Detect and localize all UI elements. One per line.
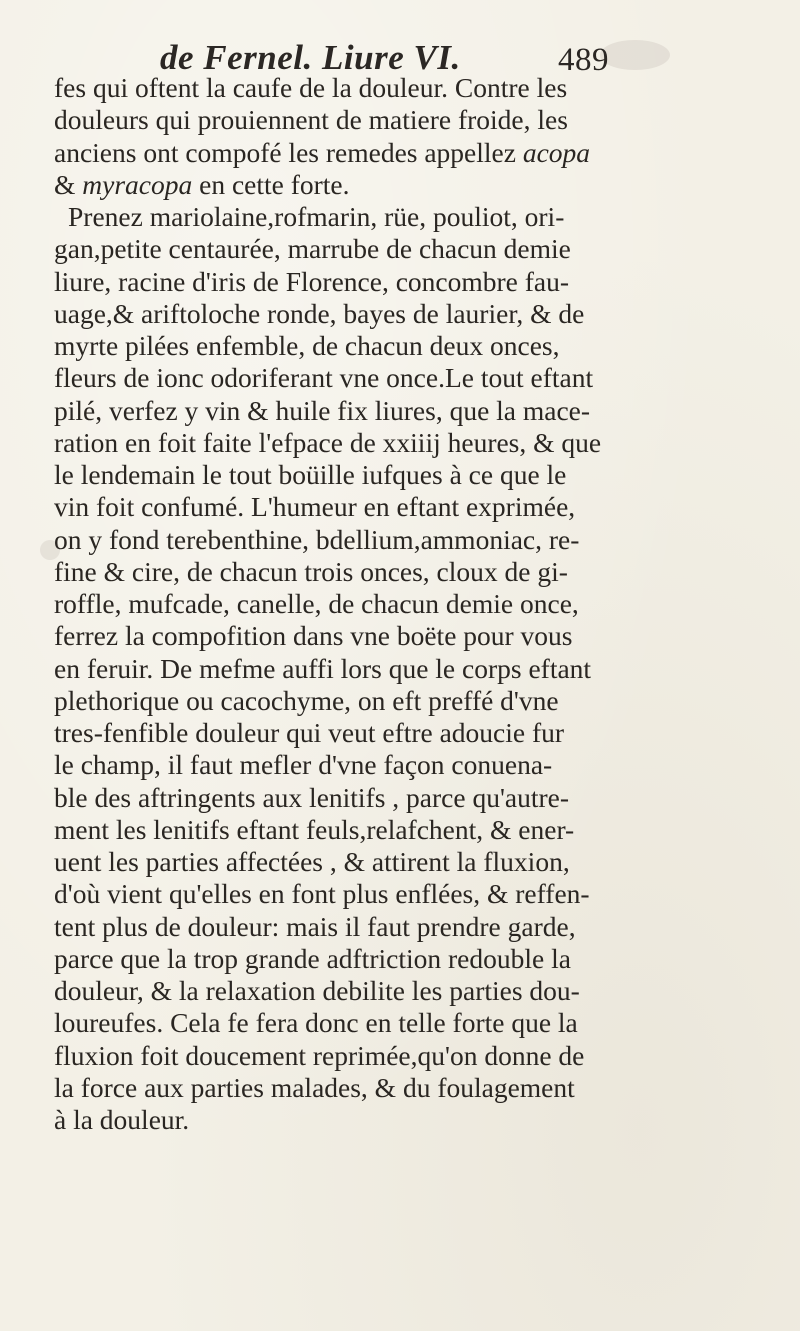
text-line-content: anciens ont compofé les remedes appellez: [54, 136, 523, 168]
text-line-content: fes qui oftent la caufe de la douleur. Contre les: [54, 72, 568, 103]
text-line: [54, 459, 754, 491]
text-line-content: à la douleur.: [54, 1104, 190, 1135]
text-line-content: ration en foit faite l'efpace de xxiiij heures, & que: [54, 426, 602, 458]
text-line-content: ment les lenitifs eftant feuls,relafchent, & ener-: [54, 813, 575, 845]
text-line: [54, 782, 754, 814]
text-line-content: loureufes. Cela fe fera donc en telle forte que la: [54, 1007, 578, 1039]
text-line: [54, 911, 754, 943]
italic-term: myracopa: [82, 168, 193, 200]
text-line-content: roffle, mufcade, canelle, de chacun demie once,: [54, 588, 579, 619]
text-line-content: gan,petite centaurée, marrube de chacun demie: [54, 233, 571, 265]
text-line-content: la force aux parties malades, & du foulagement: [54, 1071, 575, 1103]
text-line: [54, 653, 754, 685]
text-line-content: &: [54, 168, 83, 200]
text-line-content: tent plus de douleur: mais il faut prendre garde,: [54, 910, 576, 942]
text-line-content: plethorique ou cacochyme, on eft preffé d'vne: [54, 684, 559, 716]
text-line: [54, 814, 754, 846]
text-line: [54, 1007, 754, 1039]
text-line: [54, 1040, 754, 1072]
text-line: [54, 298, 754, 330]
text-line: [54, 846, 754, 878]
text-line-content: on y fond terebenthine, bdellium,ammoniac, re-: [54, 523, 580, 555]
text-line: [54, 233, 754, 265]
page-number: 489: [558, 42, 609, 78]
text-line-content: pilé, verfez y vin & huile fix liures, que la mace-: [54, 394, 591, 426]
text-line-content: myrte pilées enfemble, de chacun deux onces,: [54, 330, 560, 361]
text-line-content: liure, racine d'iris de Florence, concombre fau-: [54, 265, 570, 297]
text-line: [54, 620, 754, 652]
text-line-content: Prenez mariolaine,rofmarin, rüe, pouliot, ori-: [68, 201, 565, 232]
text-line: [54, 975, 754, 1007]
text-line-content: douleur, & la relaxation debilite les parties dou-: [54, 975, 580, 1006]
text-line-content: ferrez la compofition dans vne boëte pour vous: [54, 620, 573, 652]
text-line-content: fine & cire, de chacun trois onces, cloux de gi-: [54, 555, 568, 587]
text-line-content: vin foit confumé. L'humeur en eftant exprimée,: [54, 491, 576, 523]
text-line-content: le champ, il faut mefler d'vne façon conuena-: [54, 749, 553, 781]
text-line-content: d'où vient qu'elles en font plus enflées, & reffen-: [54, 878, 590, 910]
text-line-content: fleurs de ionc odoriferant vne once.Le tout eftant: [54, 362, 594, 394]
text-line: [54, 588, 754, 620]
text-line: [54, 717, 754, 749]
italic-term: acopa: [522, 136, 591, 168]
text-line: [54, 427, 754, 459]
text-line: [54, 169, 754, 201]
text-line: [54, 1104, 754, 1136]
text-line-content: uent les parties affectées , & attirent la fluxion,: [54, 846, 570, 877]
body-text: [54, 72, 754, 1136]
text-line-content: douleurs qui prouiennent de matiere froide, les: [54, 104, 568, 136]
text-line: [54, 491, 754, 523]
text-line-content: le lendemain le tout boüille iufques à ce que le: [54, 459, 567, 490]
text-line: [54, 1072, 754, 1104]
text-line: [54, 362, 754, 394]
text-line: [54, 524, 754, 556]
text-line: [54, 395, 754, 427]
text-line: [54, 878, 754, 910]
text-line-content: en feruir. De mefme auffi lors que le corps eftant: [54, 652, 592, 684]
text-line: [54, 104, 754, 136]
text-line: [54, 137, 754, 169]
text-line: [54, 685, 754, 717]
text-line: [54, 266, 754, 298]
text-line-content: tres-fenfible douleur qui veut eftre adoucie fur: [54, 717, 565, 748]
text-line: [54, 201, 754, 233]
running-head-title: de Fernel. Liure VI.: [160, 38, 461, 77]
text-line-content: ble des aftringents aux lenitifs , parce qu'autre-: [54, 781, 570, 813]
text-line: [54, 556, 754, 588]
text-line: [54, 72, 754, 104]
text-line: [54, 330, 754, 362]
text-line: [54, 943, 754, 975]
text-line-content: parce que la trop grande adftriction redouble la: [54, 942, 571, 974]
text-line: [54, 749, 754, 781]
text-line-tail: en cette forte.: [192, 168, 350, 200]
text-line-content: uage,& ariftoloche ronde, bayes de laurier, & de: [54, 297, 585, 329]
text-line-content: fluxion foit doucement reprimée,qu'on donne de: [54, 1039, 585, 1071]
